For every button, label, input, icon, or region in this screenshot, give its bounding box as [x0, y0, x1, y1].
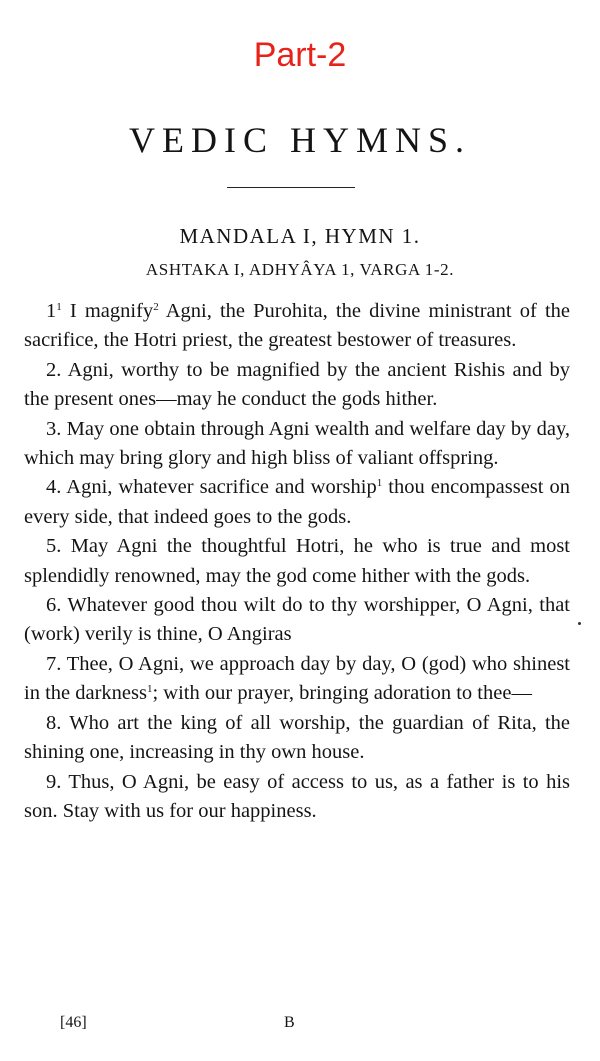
verse-5	[24, 532, 570, 591]
verse-text: Agni, the Purohita, the divine ministrant of the sacrifice, the Hotri priest, the greatest bestower of treasures.	[24, 300, 570, 352]
verse-number: 5.	[46, 535, 62, 558]
verse-list	[24, 297, 570, 826]
verse-number: 1	[46, 300, 57, 322]
page-title: VEDIC HYMNS.	[128, 120, 471, 160]
verse-number: 3.	[46, 417, 62, 440]
footnote-marker: 1	[146, 683, 153, 696]
verse-8	[24, 709, 570, 768]
verse-text: May Agni the thoughtful Hotri, he who is true and most splendidly renowned, may the god come hither with the gods.	[24, 535, 570, 587]
verse-1	[24, 297, 570, 356]
verse-text: thou encompassest on every side, that indeed goes to the gods.	[24, 476, 570, 528]
verse-3	[24, 415, 570, 474]
verse-text: May one obtain through Agni wealth and welfare day by day, which may bring glory and high bliss of valiant offspring.	[24, 417, 570, 470]
verse-number: 4.	[46, 476, 62, 499]
verse-text: Who art the king of all worship, the guardian of Rita, the shining one, increasing in thy own house.	[24, 711, 570, 764]
footnote-marker: 2	[153, 301, 159, 313]
verse-number: 2.	[46, 358, 62, 381]
page-number: [46]	[60, 1014, 87, 1031]
verse-9	[24, 768, 570, 827]
verse-text: ; with our prayer, bringing adoration to thee—	[152, 682, 532, 705]
ink-speck	[578, 622, 581, 625]
verse-number: 9.	[46, 770, 62, 793]
verse-2	[24, 356, 570, 415]
verse-text: Whatever good thou wilt do to thy worshipper, O Agni, that (work) verily is thine, O Angiras	[24, 594, 570, 646]
verse-4	[24, 473, 570, 532]
signature-mark: B	[284, 1014, 295, 1031]
verse-text: Thee, O Agni, we approach day by day, O (god) who shinest in the darkness	[24, 652, 570, 705]
verse-text: Agni, whatever sacrifice and worship	[61, 476, 377, 499]
verse-number: 8.	[46, 711, 62, 734]
verse-6	[24, 591, 570, 650]
part-label: Part-2	[253, 36, 347, 74]
footnote-marker: 1	[56, 301, 62, 313]
title-divider	[227, 187, 355, 188]
verse-number: 6.	[46, 594, 62, 617]
verse-text: Agni, worthy to be magnified by the ancient Rishis and by the present ones—may he conduct the gods hither.	[24, 358, 570, 411]
ashtaka-subheading: ASHTAKA I, ADHYÂYA 1, VARGA 1-2.	[145, 260, 455, 279]
verse-text: I magnify	[61, 300, 154, 322]
verse-text: Thus, O Agni, be easy of access to us, as a father is to his son. Stay with us for our happiness.	[24, 770, 570, 822]
verse-number: 7.	[46, 652, 62, 675]
footnote-marker: 1	[376, 477, 383, 490]
hymn-heading: MANDALA I, HYMN 1.	[179, 224, 421, 248]
verse-7	[24, 650, 570, 709]
